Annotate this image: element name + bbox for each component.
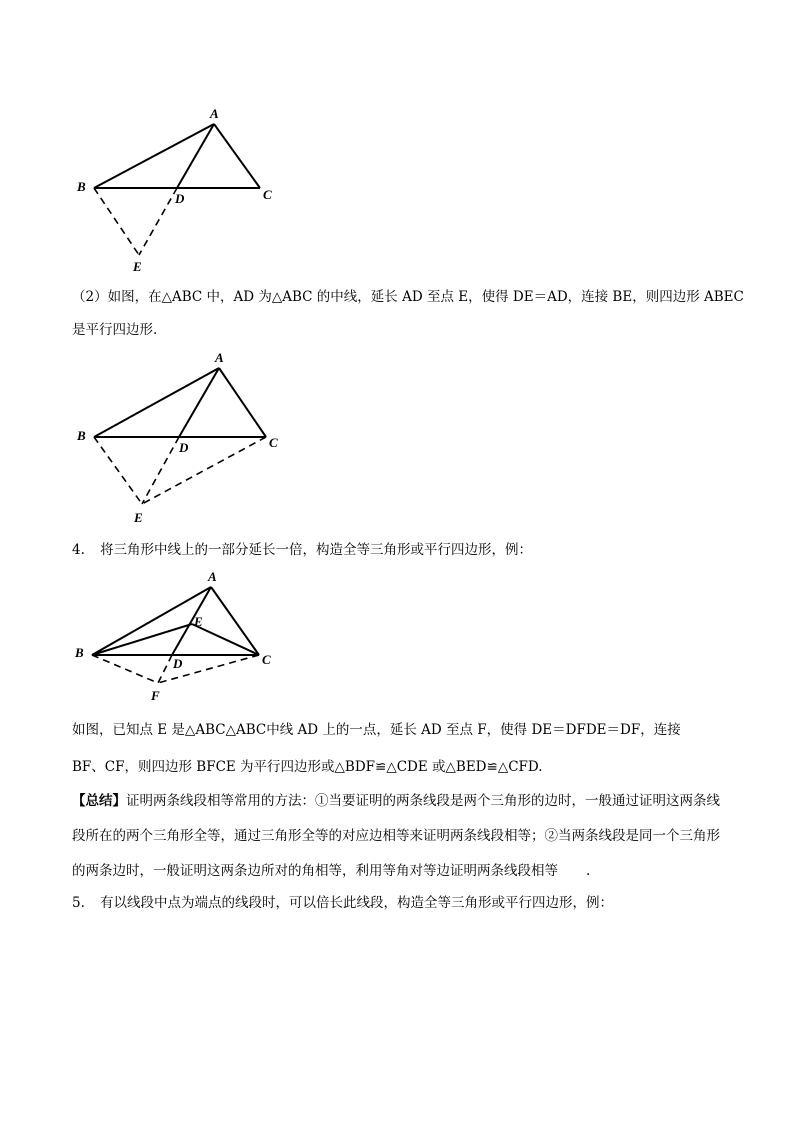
figure-2 <box>0 340 300 530</box>
item-5 <box>72 891 613 911</box>
figure-1-diagram <box>0 100 300 280</box>
label-c: C <box>262 652 271 667</box>
label-e: E <box>194 614 203 629</box>
label-d: D <box>175 191 185 206</box>
example-line-2: BF、CF，则四边形 BFCE 为平行四边形或△BDF≌△CDE 或△BED≌△CFD. <box>72 759 543 775</box>
label-a: A <box>208 569 217 584</box>
label-b: B <box>77 428 86 443</box>
label-c: C <box>263 187 272 202</box>
segment-de <box>139 188 177 255</box>
segment-be <box>94 188 139 255</box>
item-5-text: 有以线段中点为端点的线段时，可以倍长此线段，构造全等三角形或平行四边形，例： <box>100 895 613 911</box>
example-paragraph <box>72 712 722 786</box>
segment-be <box>92 624 192 655</box>
summary-text: 证明两条线段相等常用的方法：①当要证明的两条线段是两个三角形的边时，一般通过证明这两条线段所在的两个三角形全等，通过三角形全等的对应边相等来证明两条线段相等；②当两条线段是同一个三角形的两条边时，一般证明这两条边所对的角相等，利用等角对等边证明两条线段相等 <box>72 793 720 879</box>
figure-2-diagram <box>0 340 300 530</box>
segment-ac <box>219 368 266 437</box>
item-4 <box>72 538 532 558</box>
segment-be <box>94 437 142 504</box>
item-5-number: 5. <box>72 895 85 911</box>
label-a: A <box>210 106 219 121</box>
item-4-text: 将三角形中线上的一部分延长一倍，构造全等三角形或平行四边形，例： <box>100 542 532 558</box>
summary-end-mark: . <box>586 863 591 879</box>
segment-df <box>158 655 172 683</box>
label-e: E <box>133 259 142 274</box>
label-c: C <box>269 435 278 450</box>
figure-1 <box>0 100 300 280</box>
item-2-line-2: 是平行四边形. <box>72 322 158 338</box>
segment-ab <box>94 368 219 437</box>
label-d: D <box>179 440 189 455</box>
segment-de <box>142 437 179 504</box>
figure-3-diagram <box>0 565 300 705</box>
example-line-1: 如图，已知点 E 是△ABC△ABC中线 AD 上的一点，延长 AD 至点 F，使得 DE＝DFDE＝DF，连接 <box>72 722 681 738</box>
label-b: B <box>75 645 84 660</box>
summary-label: 【总结】 <box>72 793 126 809</box>
label-e: E <box>134 510 143 525</box>
label-f: F <box>151 688 160 703</box>
item-4-number: 4. <box>72 542 85 558</box>
label-a: A <box>215 350 224 365</box>
segment-ac <box>214 124 260 188</box>
summary-paragraph <box>72 784 722 889</box>
figure-3 <box>0 565 300 705</box>
segment-bf <box>92 655 158 683</box>
item-2-paragraph <box>72 281 752 347</box>
item-2-line-1: （2）如图，在△ABC 中，AD 为△ABC 的中线，延长 AD 至点 E，使得 DE＝AD，连接 BE，则四边形 ABEC <box>72 289 744 305</box>
label-b: B <box>77 179 86 194</box>
label-d: D <box>173 656 183 671</box>
